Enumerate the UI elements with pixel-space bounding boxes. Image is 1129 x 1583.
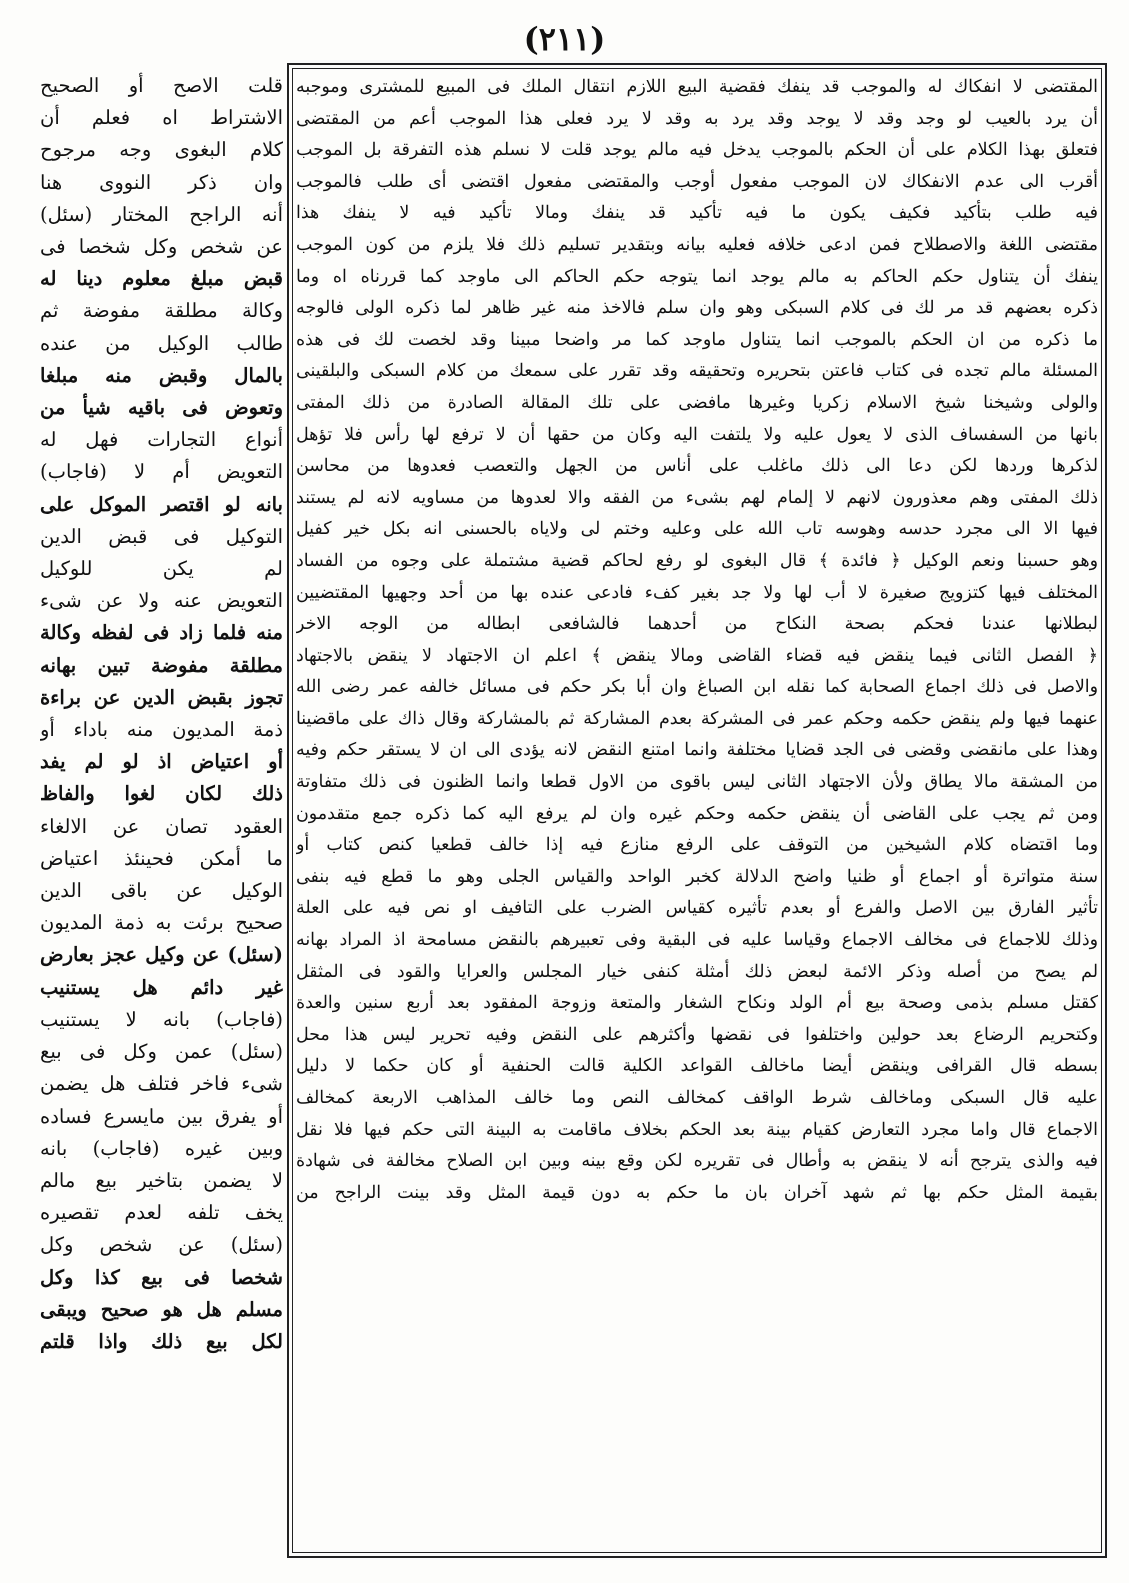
- margin-text-line: وان ذكر النووى هنا: [40, 170, 283, 194]
- margin-text-line: ذلك لكان لغوا والفاظ: [40, 782, 283, 806]
- margin-text-line: الاشتراط اه فعلم أن: [40, 106, 283, 130]
- margin-text-line: لم يكن للوكيل: [40, 557, 283, 581]
- main-text-line: فيها الا الى مجرد حدسه وهوسه تاب الله على وعليه وختم لى ولاياه بالحسنى انه بكل خير كفيل: [296, 519, 1098, 540]
- main-text-line: المسئلة مالم تجده فى كتاب فاعتن بتحريره وتحقيقه وقد تقرر على سمعك من كلام السبكى والبلقينى: [296, 361, 1098, 382]
- main-text-line: ﴿ الفصل الثانى فيما ينقض فيه قضاء القاضى ومالا ينقض ﴾ اعلم ان الاجتهاد لا ينقض بالاجتهاد: [296, 645, 1098, 666]
- margin-text-line: طالب الوكيل من عنده: [40, 331, 283, 355]
- margin-text-line: مسلم هل هو صحيح ويبقى: [40, 1297, 283, 1321]
- main-text-line: لذكرها وردها لكن دعا الى ذلك ماغلب على أناس من الجهل والتعصب فعدوها من محاسن: [296, 456, 1098, 477]
- main-text-line: كقتل مسلم بذمى وصحة بيع أم الولد ونكاح الشغار والمتعة وزوجة المفقود بعد أربع سنين والعدة: [296, 993, 1098, 1014]
- margin-text-line: أو اعتياض اذ لو لم يفد: [40, 750, 283, 774]
- margin-text-line: الوكيل عن باقى الدين: [40, 879, 283, 903]
- margin-text-line: شخصا فى بيع كذا وكل: [40, 1265, 283, 1289]
- main-text-line: من المشقة مالا يطاق ولأن الاجتهاد الثانى ليس باقوى من الاول قطعا وانما الظنون فى ذلك متفاوتة: [296, 772, 1098, 793]
- main-text-line: فيه طلب بتأكيد فكيف يكون ما فيه تأكيد قد ينفك ومالا تأكيد فيه لا ينفك هذا: [296, 203, 1098, 224]
- margin-text-line: منه فلما زاد فى لفظه وكالة: [40, 621, 283, 645]
- margin-text-line: قلت الاصح أو الصحيح: [40, 74, 283, 97]
- margin-text-line: بانه لو اقتصر الموكل على: [40, 492, 283, 516]
- margin-text-line: كلام البغوى وجه مرجوح: [40, 138, 283, 162]
- margin-text-line: ذمة المديون منه باداء أو: [40, 718, 283, 742]
- main-text-line: بقيمة المثل حكم بها ثم شهد آخران بان ما حكم به دون قيمة المثل وقد بينت الراجح من: [296, 1182, 1098, 1203]
- margin-text-line: ما أمكن فحينئذ اعتياض: [40, 846, 283, 870]
- main-text-line: أقرب الى عدم الانفكاك لان الموجب مفعول أوجب والمقتضى مفعول اقتضى أى طلب فالموجب: [296, 171, 1098, 192]
- margin-text-line: (سئل) عن شخص وكل: [40, 1233, 283, 1257]
- margin-text-column: [40, 70, 283, 1560]
- main-text-line: والولى وشيخنا شيخ الاسلام زكريا وغيرها مافضى على تلك المقالة الصادرة من ذلك المفتى: [296, 392, 1098, 413]
- main-text-line: المقتضى لا انفكاك له والموجب قد ينفك فقضية البيع اللازم انتقال الملك فى المبيع للمشترى وموجبه: [296, 77, 1098, 97]
- margin-text-line: (سئل) عمن وكل فى بيع: [40, 1040, 283, 1064]
- main-text-line: وكتحريم الرضاع بعد حولين واختلفوا فى نقضها وأكثرهم على النقض وفيه تحرير ليس هذا محل: [296, 1024, 1098, 1045]
- main-text-line: والاصل فى ذلك اجماع الصحابة كما نقله ابن الصباغ وان أبا بكر حكم فى مسائل خالفه عمر رضى الله: [296, 677, 1098, 698]
- main-text-line: ينفك أن يتناول حكم الحاكم به مالم يوجد انما يتوجه حكم الحاكم الى ماوجد كما قررناه اه وما: [296, 266, 1098, 287]
- main-text-line: لبطلانها عندنا فحكم بصحة النكاح من أحدهما فالشافعى ابطاله من الوجه الاخر: [296, 614, 1098, 635]
- margin-text-line: قبض مبلغ معلوم دينا له: [40, 267, 283, 291]
- main-text-line: ذلك المفتى وهم معذورون لانهم لا إلمام لهم بشىء من الفقه والا لعدوها من مساويه لانه لم يستند: [296, 487, 1098, 508]
- margin-text-line: شىء فاخر فتلف هل يضمن: [40, 1072, 283, 1096]
- margin-text-line: صحيح برئت به ذمة المديون: [40, 911, 283, 935]
- main-text-line: وهو حسبنا ونعم الوكيل ﴿ فائدة ﴾ قال البغوى لو رفع لحاكم قضية مشتملة على وجوه من الفساد: [296, 550, 1098, 571]
- main-text-column: [296, 72, 1098, 1550]
- main-text-line: أن يرد بالعيب لو وجد وقد لا يوجد وقد يرد به وقد لا يرد فعلى هذا الموجب أعم من المقتضى: [296, 108, 1098, 129]
- main-text-line: ذكره بعضهم قد مر لك فى كلام السبكى وهو وان سلم فالاخذ منه غير ظاهر لما ذكره الولى فالوجه: [296, 298, 1098, 319]
- margin-text-line: وكالة مطلقة مفوضة ثم: [40, 299, 283, 323]
- main-text-line: ومن ثم يجب على القاضى أن ينقض حكمه وحكم غيره وان لم يرفع اليه كما ذكره جمع متقدمون: [296, 803, 1098, 824]
- main-text-line: عليه قال السبكى وماخالف شرط الواقف كمخالف النص وما خالف المذاهب الاربعة كمخالف: [296, 1088, 1098, 1108]
- margin-text-line: مطلقة مفوضة تبين بهانه: [40, 653, 283, 677]
- margin-text-line: العقود تصان عن الالغاء: [40, 814, 283, 838]
- margin-text-line: التوكيل فى قبض الدين: [40, 524, 283, 548]
- margin-text-line: بالمال وقبض منه مبلغا: [40, 363, 283, 387]
- main-text-line: وهذا على مانقضى وقضى فى الجد قضايا مختلفة وانما امتنع النقض لانه يؤدى الى ان لا يستقر حكم وفيه: [296, 740, 1098, 761]
- main-text-line: عنهما فيها ولم ينقض حكمه وحكم عمر فى المشركة بعدم المشاركة ثم بالمشاركة وقال ذاك على ماقضينا: [296, 708, 1098, 729]
- main-text-line: تأثير الفارق بين الاصل والفرع أو بعدم تأثيره كقياس الضرب على التافيف او نص فيه على العلة: [296, 898, 1098, 919]
- margin-text-line: تجوز بقبض الدين عن براءة: [40, 685, 283, 709]
- main-text-line: وذلك للاجماع فى مخالف الاجماع وقياسا عليه فى البقية وفى تعبيرهم بالنقض مسامحة اذ المراد بهانه: [296, 930, 1098, 951]
- main-text-line: بسطه قال القرافى وينقض أيضا ماخالف القواعد الكلية قالت الحنفية أو كان حكما لا دليل: [296, 1056, 1098, 1077]
- main-text-line: بانها من السفساف الذى لا يعول عليه ولا يلتفت اليه وكان من حقها أن لا ترفع لها رأس فلا تؤهل: [296, 424, 1098, 445]
- main-text-line: الاجماع قال واما مجرد التعارض كقيام بينة بعد الحكم بخلاف ماقامت به البينة التى حكم فيها فلا نقل: [296, 1119, 1098, 1140]
- margin-text-line: لكل بيع ذلك واذا قلتم: [40, 1329, 283, 1353]
- margin-text-line: (سئل) عن وكيل عجز بعارض: [40, 943, 283, 967]
- margin-text-line: يخف تلفه لعدم تقصيره: [40, 1201, 283, 1225]
- margin-text-line: التعويض عنه ولا عن شىء: [40, 589, 283, 613]
- main-text-line: وما اقتضاه كلام الشيخين من التوقف على الرفع منازع فيه إذا خالف قطعيا كنص كتاب أو: [296, 835, 1098, 856]
- main-text-line: المختلف فيها كتزويج صغيرة لا أب لها ولا جد بغير كفء فادعى عنده بها من أحد وجهيها المقتضيين: [296, 582, 1098, 603]
- margin-text-line: غير دائم هل يستنيب: [40, 975, 283, 999]
- margin-text-line: لا يضمن بتاخير بيع مالم: [40, 1168, 283, 1192]
- margin-text-line: وبين غيره (فاجاب) بانه: [40, 1136, 283, 1160]
- main-text-line: لم يصح من أصله وذكر الائمة لبعض ذلك أمثلة كنفى خيار المجلس والعرايا والقود فى المثقل: [296, 961, 1098, 982]
- main-text-line: مقتضى اللغة والاصطلاح فمن ادعى خلافه فعليه بيانه وبتقدير تسليم ذلك فلا يلزم من كون الموجب: [296, 234, 1098, 255]
- main-text-line: ما ذكره من ان الحكم بالموجب انما يتناول ماوجد كما مر واضحا مبينا وقد لخصت لك فى هذه: [296, 329, 1098, 350]
- margin-text-line: أو يفرق بين مايسرع فساده: [40, 1104, 283, 1128]
- main-text-line: سنة متواترة أو اجماع أو ظنيا واضح الدلالة كخبر الواحد والقياس الجلى وهو ما قطع فيه بنفى: [296, 866, 1098, 887]
- margin-text-line: (فاجاب) بانه لا يستنيب: [40, 1007, 283, 1031]
- margin-text-line: التعويض أم لا (فاجاب): [40, 460, 283, 484]
- margin-text-line: وتعوض فى باقيه شيأ من: [40, 396, 283, 420]
- page-number: (٢١١): [523, 20, 606, 58]
- main-text-line: فتعلق بهذا الكلام على أن الحكم بالموجب يدخل فيه مالم يوجد قلت لا نسلم هذه التفرقة بل الموجب: [296, 140, 1098, 161]
- margin-text-line: أنواع التجارات فهل له: [40, 428, 283, 452]
- main-text-line: فيه والذى يترجح أنه لا ينقض به وأطال فى تقريره لكن وقع بينه وبين ابن الصلاح مخالفة فى شهادة: [296, 1151, 1098, 1172]
- margin-text-line: أنه الراجح المختار (سئل): [40, 202, 283, 226]
- margin-text-line: عن شخص وكل شخصا فى: [40, 235, 283, 259]
